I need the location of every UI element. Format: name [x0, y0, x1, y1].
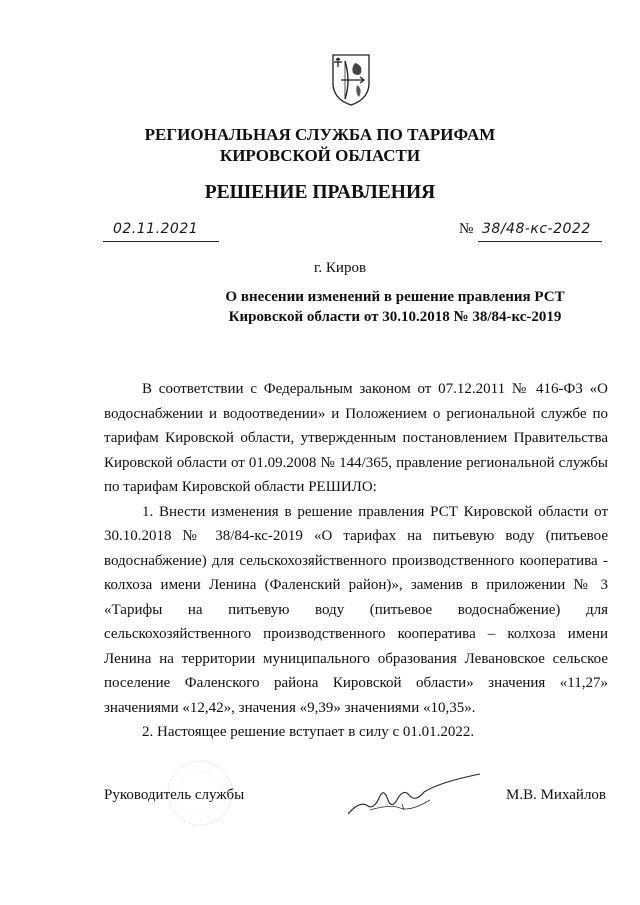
document-type-title: РЕШЕНИЕ ПРАВЛЕНИЯ — [204, 182, 436, 203]
signatory-position: Руководитель службы — [104, 787, 245, 803]
document-subject: О внесении изменений в решение правления РСТ Кировской области от 30.10.2018 № 38/84-кс-2019 — [225, 289, 565, 325]
organization-name-line-1: РЕГИОНАЛЬНАЯ СЛУЖБА ПО ТАРИФАМ — [144, 125, 496, 144]
coat-of-arms-icon — [331, 53, 371, 107]
organization-name-line-2: КИРОВСКОЙ ОБЛАСТИ — [219, 146, 421, 165]
signatory-name: М.В. Михайлов — [506, 787, 607, 803]
city-line: г. Киров — [313, 260, 367, 276]
number-field — [478, 219, 602, 242]
body-paragraph-preamble: В соответствии с Федеральным законом от 07.12.2011 № 416-ФЗ «О водоснабжении и водоотведении» и Положением о региональной службе по тарифам Кировской области, утвержденным постановлением Правительства Кировской области от 01.09.2008 № 144/365, правление региональной службы по тарифам Кировской области РЕШИЛО: — [104, 381, 608, 495]
handwritten-signature-icon — [340, 770, 490, 820]
body-paragraph-1: 1. Внести изменения в решение правления РСТ Кировской области от 30.10.2018 № 38/84-кс-2019 «О тарифах на питьевую воду (питьевое водоснабжение) для сельскохозяйственного производственного кооператива - колхоза имени Ленина (Фаленский район)», заменив в приложении № 3 «Тарифы на питьевую воду (питьевое водоснабжение) для сельскохозяйственного производственного кооператива – колхоза имени Ленина на территории муниципального образования Левановское сельское поселение Фаленского района Кировской области» значения «11,27» значениями «12,42», значения «9,39» значениями «10,35». — [104, 503, 608, 716]
document-body — [104, 377, 608, 745]
date-field — [103, 219, 219, 242]
number-label: № — [459, 221, 474, 237]
handwritten-number: 38/48-кс-2022 — [482, 221, 591, 237]
body-paragraph-2: 2. Настоящее решение вступает в силу с 01.01.2022. — [142, 724, 475, 740]
handwritten-date: 02.11.2021 — [113, 221, 199, 237]
